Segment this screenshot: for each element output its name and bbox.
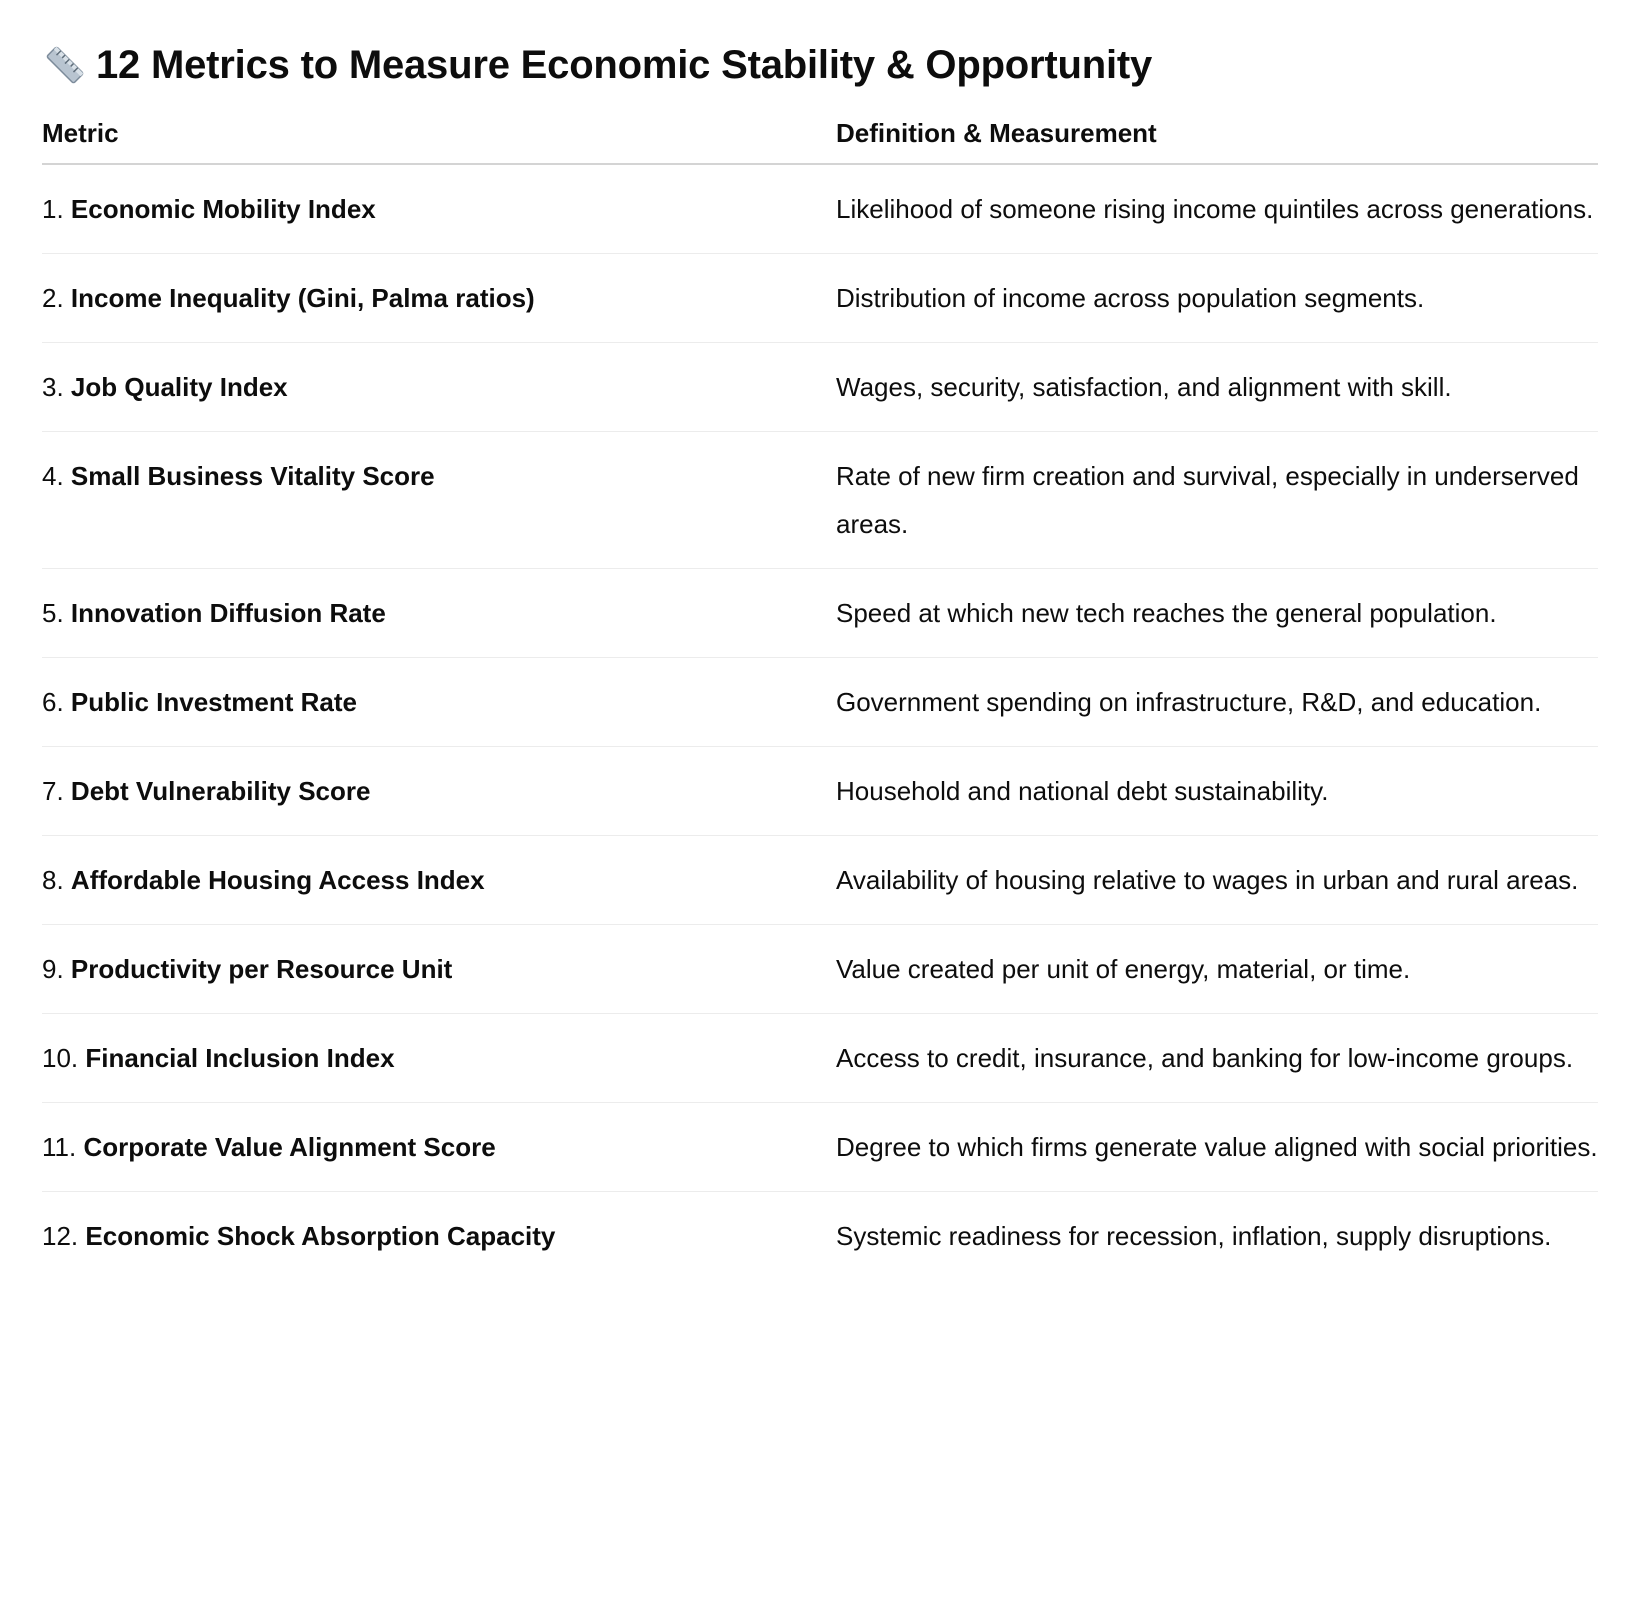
metric-name: Affordable Housing Access Index xyxy=(70,865,485,895)
metric-cell xyxy=(42,432,836,569)
metric-number: 8. xyxy=(42,865,64,895)
metric-number: 9. xyxy=(42,954,64,984)
metric-number: 5. xyxy=(42,598,64,628)
metric-number: 11. xyxy=(42,1132,77,1162)
metric-cell xyxy=(42,254,836,343)
metric-name: Public Investment Rate xyxy=(70,687,357,717)
metric-number: 12. xyxy=(42,1221,79,1251)
metric-number: 3. xyxy=(42,372,64,402)
metric-definition: Access to credit, insurance, and banking for low-income groups. xyxy=(836,1014,1598,1103)
table-row xyxy=(42,658,1598,747)
table-row xyxy=(42,925,1598,1014)
metric-number: 1. xyxy=(42,194,64,224)
metric-definition: Rate of new firm creation and survival, especially in underserved areas. xyxy=(836,432,1598,569)
column-header-metric: Metric xyxy=(42,118,836,164)
ruler-icon xyxy=(42,42,88,88)
metric-name: Small Business Vitality Score xyxy=(70,461,435,491)
metric-cell xyxy=(42,343,836,432)
metric-definition: Wages, security, satisfaction, and alignment with skill. xyxy=(836,343,1598,432)
metric-cell xyxy=(42,925,836,1014)
table-row xyxy=(42,569,1598,658)
metric-cell xyxy=(42,836,836,925)
metric-definition: Availability of housing relative to wages in urban and rural areas. xyxy=(836,836,1598,925)
metric-name: Job Quality Index xyxy=(70,372,288,402)
metric-name: Innovation Diffusion Rate xyxy=(70,598,386,628)
table-row xyxy=(42,1103,1598,1192)
metric-cell xyxy=(42,1014,836,1103)
metric-number: 7. xyxy=(42,776,64,806)
metric-definition: Distribution of income across population segments. xyxy=(836,254,1598,343)
table-row xyxy=(42,432,1598,569)
metric-name: Economic Shock Absorption Capacity xyxy=(85,1221,556,1251)
metric-definition: Degree to which firms generate value aligned with social priorities. xyxy=(836,1103,1598,1192)
table-row xyxy=(42,1192,1598,1281)
metric-name: Economic Mobility Index xyxy=(70,194,376,224)
metric-name: Income Inequality (Gini, Palma ratios) xyxy=(70,283,535,313)
metric-definition: Value created per unit of energy, material, or time. xyxy=(836,925,1598,1014)
metric-name: Productivity per Resource Unit xyxy=(70,954,453,984)
metric-definition: Likelihood of someone rising income quintiles across generations. xyxy=(836,164,1598,254)
table-row xyxy=(42,164,1598,254)
metric-number: 2. xyxy=(42,283,64,313)
table-row xyxy=(42,1014,1598,1103)
metric-definition: Speed at which new tech reaches the general population. xyxy=(836,569,1598,658)
table-row xyxy=(42,836,1598,925)
metric-name: Financial Inclusion Index xyxy=(85,1043,395,1073)
metric-cell xyxy=(42,658,836,747)
metric-name: Debt Vulnerability Score xyxy=(70,776,371,806)
title-row xyxy=(42,36,1604,94)
metric-cell xyxy=(42,1192,836,1281)
metric-cell xyxy=(42,569,836,658)
metric-cell xyxy=(42,747,836,836)
metric-number: 10. xyxy=(42,1043,79,1073)
metric-definition: Systemic readiness for recession, inflation, supply disruptions. xyxy=(836,1221,1552,1251)
metric-name: Corporate Value Alignment Score xyxy=(83,1132,496,1162)
metric-cell xyxy=(42,1103,836,1192)
metric-number: 6. xyxy=(42,687,64,717)
table-row xyxy=(42,343,1598,432)
page-title: 12 Metrics to Measure Economic Stability & Opportunity xyxy=(96,43,1153,87)
table-row xyxy=(42,254,1598,343)
metric-cell xyxy=(42,164,836,254)
table-row xyxy=(42,747,1598,836)
column-header-definition: Definition & Measurement xyxy=(836,118,1598,164)
metric-number: 4. xyxy=(42,461,64,491)
metric-definition: Government spending on infrastructure, R&D, and education. xyxy=(836,658,1598,747)
metric-definition: Household and national debt sustainability. xyxy=(836,747,1598,836)
table-header-row xyxy=(42,118,1598,164)
metrics-table xyxy=(42,118,1598,1280)
